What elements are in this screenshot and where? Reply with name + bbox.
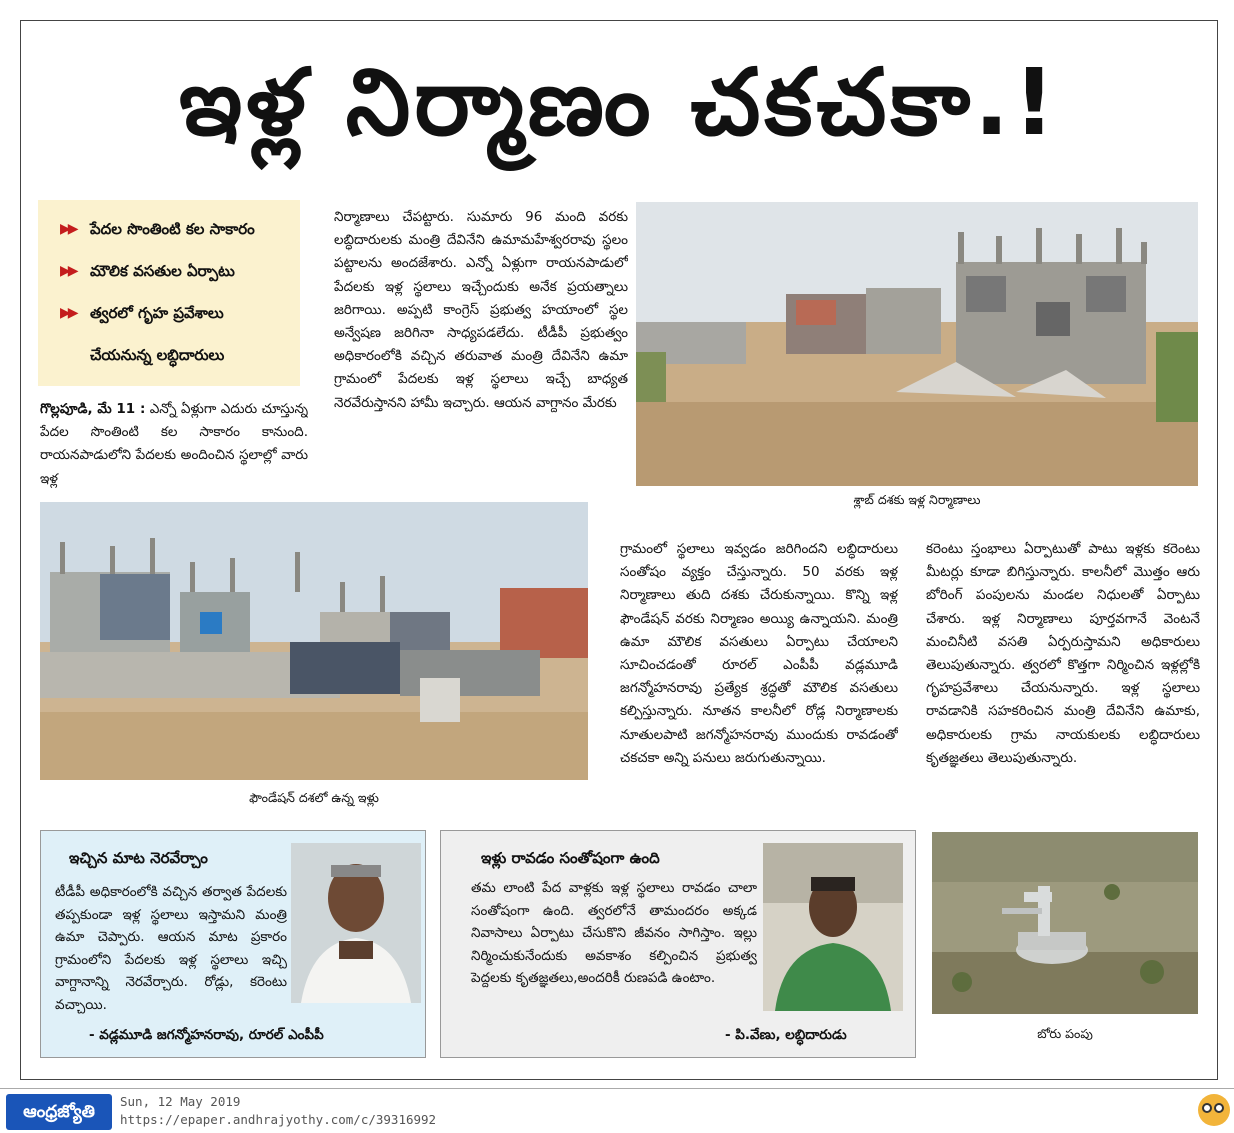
highlight-text: త్వరలో గృహ ప్రవేశాలు xyxy=(90,304,224,322)
quote-signature: - వడ్లమూడి జగన్మోహనరావు, రూరల్ ఎంపీపీ xyxy=(89,1027,324,1043)
highlight-item xyxy=(46,292,292,334)
highlight-text: మౌలిక వసతుల ఏర్పాటు xyxy=(90,262,235,280)
portrait-photo xyxy=(291,843,421,1003)
owl-icon xyxy=(1198,1094,1230,1126)
double-chevron-icon: ▶▶ xyxy=(60,263,76,279)
article-text: నిర్మాణాలు చేపట్టారు. సుమారు 96 మంది వరకు లబ్ధిదారులకు మంత్రి దేవినేని ఉమామహేశ్వరరావు స్థలం పట్టాలను అందజేశారు. ఎన్నో ఏళ్లుగా రాయనపాడులో పేదలకు ఇళ్ల స్థలాలు ఇచ్చేందుకు అనేక ప్రయత్నాలు జరిగాయి. అప్పటి కాంగ్రెస్ ప్రభుత్వ హయాంలో స్థల అన్వేషణ జరిగినా సాధ్యపడలేదు. టీడీపీ ప్రభుత్వం అధికారంలోకి వచ్చిన తరువాత మంత్రి దేవినేని ఉమా గ్రామంలో పేదలకు ఇళ్ల స్థలాలు ఇచ్చే బాధ్యత నెరవేరుస్తానని హామీ ఇచ్చారు. ఆయన వాగ్దానం మేరకు xyxy=(334,209,628,411)
article-column-2 xyxy=(334,206,628,496)
quote-title: ఇచ్చిన మాట నెరవేర్చాం xyxy=(69,849,208,867)
headline: ఇళ్ల నిర్మాణం చకచకా.! xyxy=(178,49,1060,156)
newspaper-logo: ఆంధ్రజ్యోతి xyxy=(6,1094,112,1130)
quote-signature: - పి.వేణు, లబ్ధిదారుడు xyxy=(725,1027,847,1043)
photo-caption: బోరు పంపు xyxy=(1037,1026,1093,1041)
edition-date: Sun, 12 May 2019 xyxy=(120,1094,241,1109)
quote-box-mpp xyxy=(40,830,426,1058)
article-column-3 xyxy=(620,538,898,818)
footer-divider xyxy=(0,1088,1234,1089)
quote-title: ఇళ్లు రావడం సంతోషంగా ఉంది xyxy=(481,849,660,867)
highlights-box xyxy=(38,200,300,386)
highlight-item xyxy=(46,250,292,292)
highlight-text: చేయనున్న లబ్ధిదారులు xyxy=(90,346,225,364)
photo-slab-stage xyxy=(636,202,1198,486)
highlight-text: పేదల సొంతింటి కల సాకారం xyxy=(90,220,255,238)
double-chevron-icon: ▶▶ xyxy=(60,305,76,321)
dateline: గొల్లపూడి, మే 11 : xyxy=(40,401,146,417)
photo-bore-pump xyxy=(932,832,1198,1014)
portrait-photo xyxy=(763,843,903,1011)
double-chevron-icon: ▶▶ xyxy=(60,221,76,237)
article-column-1 xyxy=(40,398,308,494)
quote-body: తమ లాంటి పేద వాళ్లకు ఇళ్ల స్థలాలు రావడం చాలా సంతోషంగా ఉంది. త్వరలోనే తామందరం అక్కడ నివాసాలు ఏర్పాటు చేసుకొని జీవనం సాగిస్తాం. ఇల్లు నిర్మించుకునేందుకు అవకాశం కల్పించిన ప్రభుత్వ పెద్దలకు కృతజ్ఞతలు,అందరికీ రుణపడి ఉంటాం. xyxy=(471,880,757,986)
photo-foundation-stage xyxy=(40,502,588,780)
article-column-4 xyxy=(926,538,1200,818)
article-text: గ్రామంలో స్థలాలు ఇవ్వడం జరిగిందని లబ్ధిదారులు సంతోషం వ్యక్తం చేస్తున్నారు. 50 వరకు ఇళ్ల నిర్మాణాలు తుది దశకు చేరుకున్నాయి. కొన్ని ఇళ్ల ఫౌండేషన్ వరకు నిర్మాణం అయ్యి ఉన్నాయని. మంత్రి ఉమా మౌలిక వసతులు ఏర్పాటు చేయాలని సూచించడంతో రూరల్ ఎంపీపీ వడ్లమూడి జగన్మోహనరావు ప్రత్యేక శ్రద్ధతో మౌలిక వసతులు కల్పిస్తున్నారు. నూతన కాలనీలో రోడ్ల నిర్మాణాలకు నూతులపాటి జగన్మోహనరావు ముందుకు రావడంతో చకచకా అన్ని పనులు జరుగుతున్నాయి. xyxy=(620,541,898,766)
photo-caption: శ్లాబ్ దశకు ఇళ్ల నిర్మాణాలు xyxy=(853,492,981,507)
highlight-item xyxy=(46,334,292,376)
quote-body: టీడీపీ అధికారంలోకి వచ్చిన తర్వాత పేదలకు తప్పకుండా ఇళ్ల స్థలాలు ఇస్తామని మంత్రి ఉమా చెప్పారు. ఆయన మాట ప్రకారం గ్రామంలోని పేదలకు ఇళ్ల స్థలాలు ఇచ్చి వాగ్దానాన్ని నెరవేర్చారు. రోడ్లు, కరెంటు వచ్చాయి. xyxy=(55,884,287,1013)
quote-box-beneficiary xyxy=(440,830,916,1058)
epaper-link[interactable]: https://epaper.andhrajyothy.com/c/39316992 xyxy=(120,1112,437,1127)
article-text: కరెంటు స్తంభాలు ఏర్పాటుతో పాటు ఇళ్లకు కరెంటు మీటర్లు కూడా బిగిస్తున్నారు. కాలనీలో మొత్తం ఆరు బోరింగ్ పంపులను మండల నిధులతో ఏర్పాటు చేశారు. ఇళ్ల నిర్మాణాలు పూర్తవగానే వెంటనే మంచినీటి వసతి ఏర్పరుస్తామని అధికారులు తెలుపుతున్నారు. త్వరలో కొత్తగా నిర్మించిన ఇళ్లల్లోకి గృహప్రవేశాలు చేయనున్నారు. ఇళ్ల స్థలాలు రావడానికి సహకరించిన మంత్రి దేవినేని ఉమాకు, అధికారులకు గ్రామ నాయకులకు లబ్ధిదారులు కృతజ్ఞతలు తెలుపుతున్నారు. xyxy=(926,541,1200,766)
article-text: ఎన్నో ఏళ్లుగా ఎదురు చూస్తున్న పేదల సొంతింటి కల సాకారం కానుంది. రాయనపాడులోని పేదలకు అందించిన స్థలాల్లో వారు ఇళ్ల xyxy=(40,401,308,487)
photo-caption: ఫౌండేషన్ దశలో ఉన్న ఇళ్లు xyxy=(249,790,379,805)
highlight-item xyxy=(46,208,292,250)
